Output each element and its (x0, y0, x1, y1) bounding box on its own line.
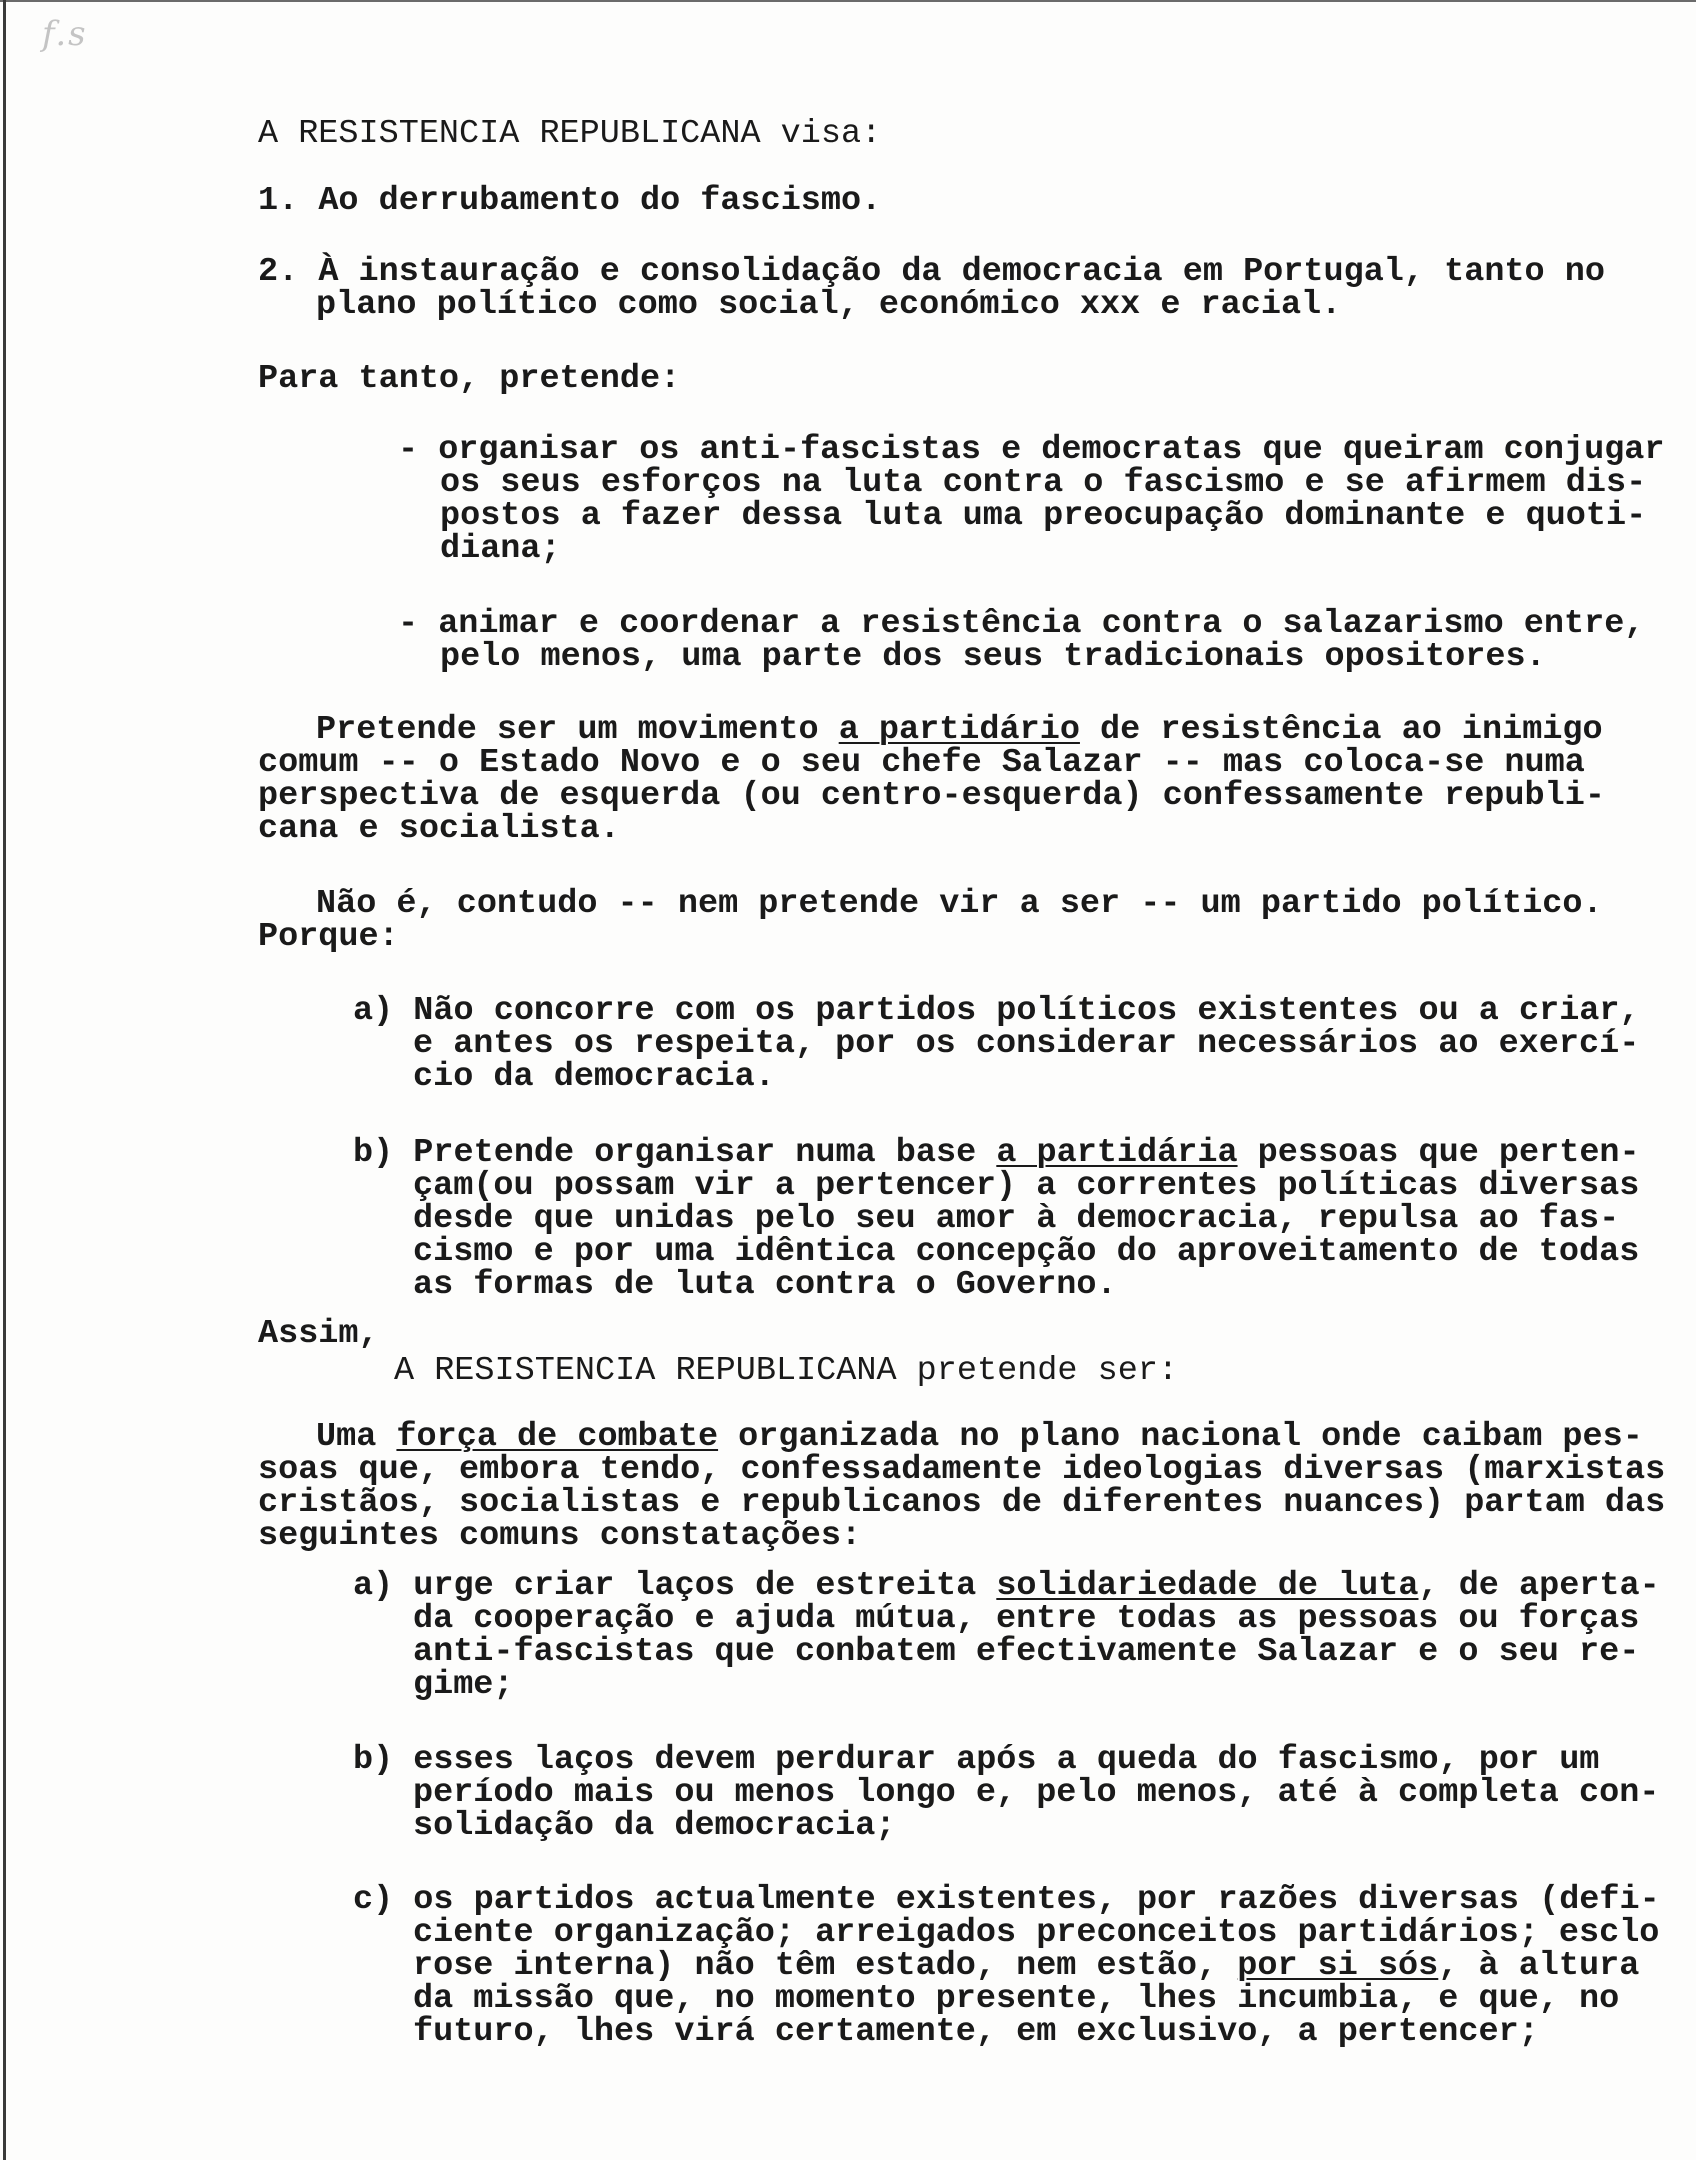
constatacao-item-b: b) esses laços devem perdurar após a queda do fascismo, por um período mais ou menos longo e, pelo menos, até à completa con- solidação da democracia; (353, 1741, 1660, 1845)
porque-item-b: b) Pretende organisar numa base a partidária pessoas que perten- çam(ou possam vir a pertencer) a correntes políticas diversas desde que unidas pelo seu amor à democracia, repulsa ao fas- cismo e por uma idêntica concepção do aproveitamento de todas as formas de luta contra o Governo. (353, 1134, 1640, 1304)
constatacao-item-c: c) os partidos actualmente existentes, por razões diversas (defi- ciente organização; arreigados preconceitos partidários; esclo rose interna) não têm estado, nem estão, por si sós, à altura da missão que, no momento presente, lhes incumbia, e que, no futuro, lhes virá certamente, em exclusivo, a pertencer; (353, 1881, 1660, 2051)
bullet-item-2: - animar e coordenar a resistência contra o salazarismo entre, pelo menos, uma parte dos seus tradicionais opositores. (398, 605, 1645, 676)
assim-subheading: A RESISTENCIA REPUBLICANA pretende ser: (394, 1352, 1179, 1390)
constatacao-item-a: a) urge criar laços de estreita solidariedade de luta, de aperta- da cooperação e ajuda mútua, entre todas as pessoas ou forças anti-fascistas que conbatem efectivamente Salazar e o seu re- gime; (353, 1567, 1660, 1704)
paragraph-not-party: Não é, contudo -- nem pretende vir a ser -- um partido político. Porque: (258, 885, 1603, 956)
bullet-item-1: - organisar os anti-fascistas e democratas que queiram conjugar os seus esforços na luta contra o fascismo e se afirmem dis- postos a fazer dessa luta uma preocupação dominante e quoti- diana; (398, 431, 1665, 568)
top-edge-line (0, 0, 1696, 2)
left-edge-line (3, 0, 6, 2160)
corner-annotation: f.s (42, 14, 88, 54)
aim-1: 1. Ao derrubamento do fascismo. (258, 182, 882, 220)
assim-label: Assim, (258, 1315, 379, 1353)
paragraph-combat-force: Uma força de combate organizada no plano nacional onde caibam pes- soas que, embora tendo, confessadamente ideologias diversas (marxistas cristãos, socialistas e republicanos de diferentes nuances) partam das seguintes comuns constatações: (258, 1418, 1666, 1555)
aim-2: 2. À instauração e consolidação da democracia em Portugal, tanto no plano político como social, económico xxx e racial. (258, 253, 1605, 324)
para-tanto-label: Para tanto, pretende: (258, 360, 681, 398)
paragraph-movement: Pretende ser um movimento a partidário de resistência ao inimigo comum -- o Estado Novo e o seu chefe Salazar -- mas coloca-se numa perspectiva de esquerda (ou centro-esquerda) confessamente republi- cana e socialista. (258, 711, 1605, 848)
porque-item-a: a) Não concorre com os partidos políticos existentes ou a criar, e antes os respeita, por os considerar necessários ao exercí- cio da democracia. (353, 992, 1640, 1096)
document-heading: A RESISTENCIA REPUBLICANA visa: (258, 115, 882, 153)
